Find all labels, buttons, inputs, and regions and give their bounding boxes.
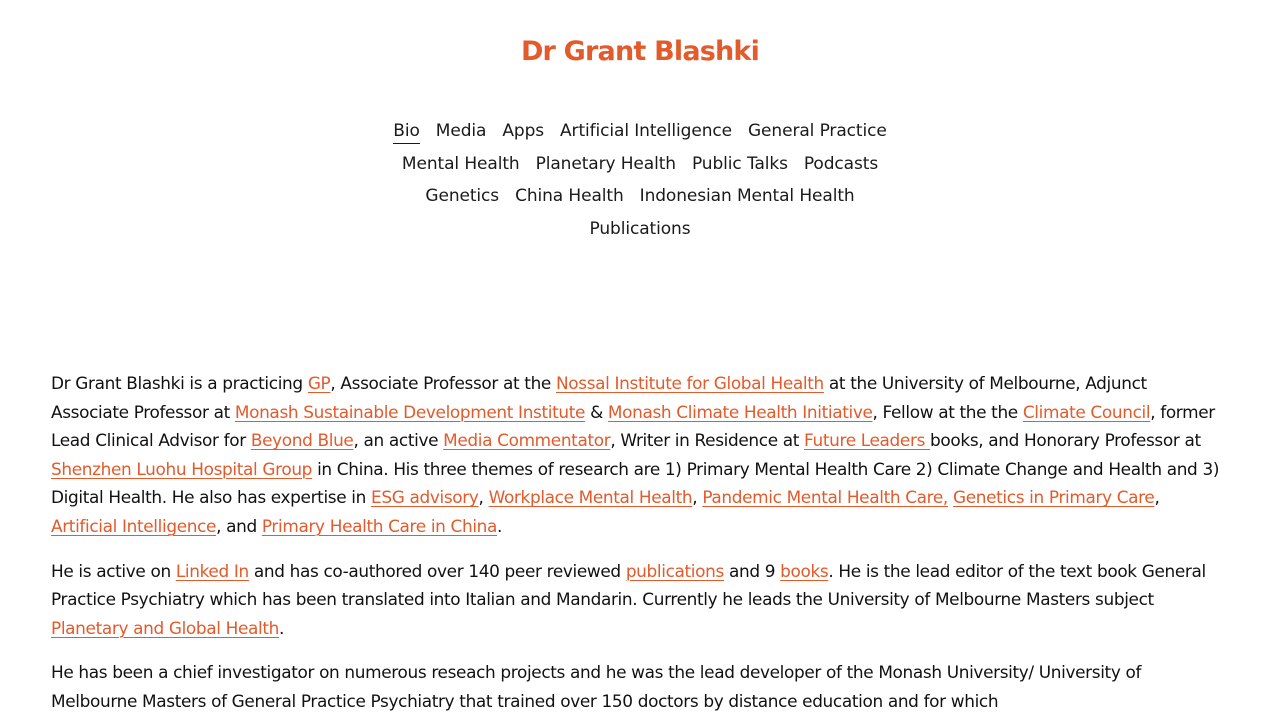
nav-link-china-health[interactable]: China Health <box>515 186 624 207</box>
nav-row <box>300 213 980 246</box>
nav-link-indonesian-mental-health[interactable]: Indonesian Mental Health <box>639 186 855 207</box>
link-publications[interactable]: publications <box>625 560 724 581</box>
link-primary-health-care-in-china[interactable]: Primary Health Care in China <box>261 515 498 536</box>
bio-text: at the University of Melbourne, Adjunct Associate Professor at <box>51 373 1147 422</box>
main-navigation <box>300 115 980 245</box>
link-esg-advisory[interactable]: ESG advisory <box>371 487 479 508</box>
bio-text: , <box>692 487 703 508</box>
link-climate-council[interactable]: Climate Council <box>1022 401 1151 422</box>
link-shenzhen-luohu-hospital-group[interactable]: Shenzhen Luohu Hospital Group <box>51 458 313 479</box>
nav-link-media[interactable]: Media <box>435 121 487 141</box>
nav-link-apps[interactable]: Apps <box>502 121 545 141</box>
nav-link-genetics[interactable]: Genetics <box>425 186 500 207</box>
link-media-commentator[interactable]: Media Commentator <box>443 430 611 451</box>
link-beyond-blue[interactable]: Beyond Blue <box>250 430 354 451</box>
nav-row <box>300 148 980 181</box>
link-planetary-and-global-health[interactable]: Planetary and Global Health <box>51 617 280 638</box>
nav-link-podcasts[interactable]: Podcasts <box>803 153 879 174</box>
link-monash-sustainable-development-institute[interactable]: Monash Sustainable Development Institute <box>234 401 586 422</box>
nav-link-mental-health[interactable]: Mental Health <box>401 153 520 174</box>
bio-content <box>51 369 1226 720</box>
link-pandemic-mental-health-care[interactable]: Pandemic Mental Health Care, <box>702 487 948 508</box>
site-title[interactable]: Dr Grant Blashki <box>520 36 760 67</box>
nav-link-publications[interactable]: Publications <box>589 218 691 239</box>
nav-link-bio[interactable]: Bio <box>393 121 420 144</box>
link-genetics-in-primary-care[interactable]: Genetics in Primary Care <box>952 487 1155 508</box>
nav-link-general-practice[interactable]: General Practice <box>747 121 887 141</box>
link-gp[interactable]: GP <box>307 373 331 393</box>
bio-text: , Writer in Residence at <box>610 430 805 451</box>
link-artificial-intelligence[interactable]: Artificial Intelligence <box>51 515 217 536</box>
bio-text: He is active on <box>51 560 176 581</box>
bio-text: . <box>279 617 285 638</box>
nav-row <box>300 180 980 213</box>
bio-text: , Associate Professor at the <box>330 373 556 393</box>
bio-text: . He is the lead editor of the text book General Practice Psychiatry which has been translated into Italian and Mandarin. Currently he leads the University of Melbourne Masters subject <box>51 560 1206 610</box>
nav-link-public-talks[interactable]: Public Talks <box>691 153 788 174</box>
nav-link-planetary-health[interactable]: Planetary Health <box>535 153 676 174</box>
link-monash-climate-health-initiative[interactable]: Monash Climate Health Initiative <box>607 401 873 422</box>
bio-text: books, and Honorary Professor at <box>930 430 1201 451</box>
nav-row <box>300 115 980 148</box>
bio-paragraph-1 <box>51 369 1226 541</box>
bio-text: and 9 <box>723 560 781 581</box>
link-nossal-institute-for-global-health[interactable]: Nossal Institute for Global Health <box>556 373 824 393</box>
bio-paragraph-3 <box>51 658 1226 715</box>
bio-text: , <box>1154 487 1160 508</box>
bio-text: . <box>497 515 503 536</box>
nav-link-artificial-intelligence[interactable]: Artificial Intelligence <box>560 121 732 141</box>
bio-text: Dr Grant Blashki is a practicing <box>51 373 308 393</box>
bio-paragraph-2 <box>51 557 1226 643</box>
bio-text: and has co-authored over 140 peer reviewed <box>248 560 626 581</box>
link-future-leaders[interactable]: Future Leaders <box>804 430 931 451</box>
link-books[interactable]: books <box>780 560 829 581</box>
bio-text: & <box>585 401 608 422</box>
link-workplace-mental-health[interactable]: Workplace Mental Health <box>488 487 693 508</box>
bio-text: , an active <box>353 430 444 451</box>
bio-text: in China. His three themes of research are 1) Primary Mental Health Care 2) Climate Change and Health and 3) Digital Health. He also has expertise in <box>51 458 1220 508</box>
bio-text: , <box>478 487 489 508</box>
link-linked-in[interactable]: Linked In <box>175 560 249 581</box>
bio-text: , former Lead Clinical Advisor for <box>51 401 1215 451</box>
bio-text: He has been a chief investigator on numerous reseach projects and he was the lead developer of the Monash University/ University of Melbourne Masters of General Practice Psychiatry that trained over 150 doctors by distance education and for which <box>51 662 1142 711</box>
bio-text: , and <box>216 515 262 536</box>
bio-text: , Fellow at the the <box>872 401 1023 422</box>
